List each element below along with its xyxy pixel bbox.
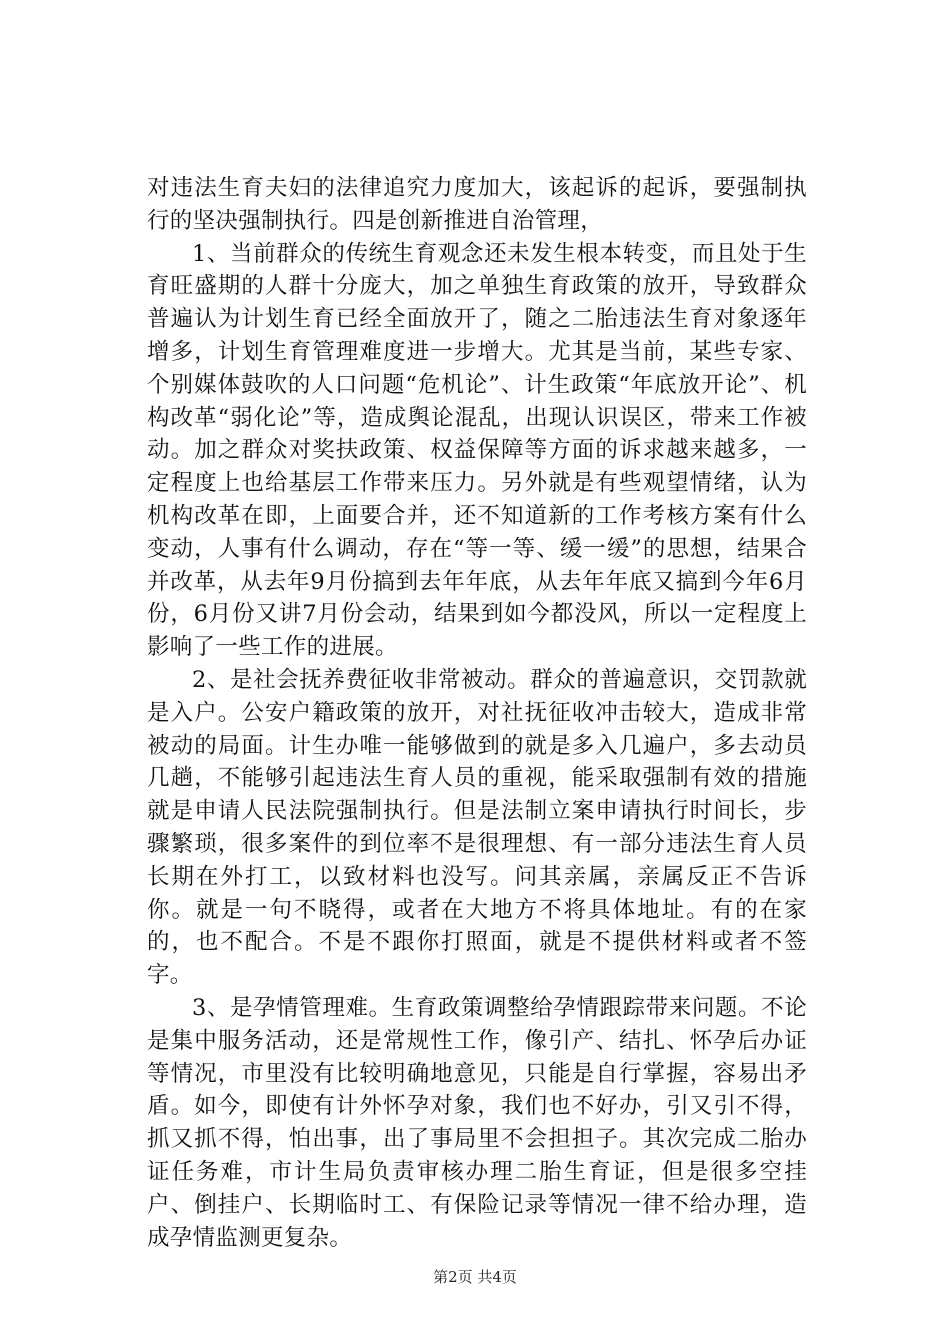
- page-number-footer: 第2页 共4页: [433, 1268, 517, 1286]
- paragraph-item-1: 1、当前群众的传统生育观念还未发生根本转变，而且处于生育旺盛期的人群十分庞大，加之单独生育政策的放开，导致群众普遍认为计划生育已经全面放开了，随之二胎违法生育对象逐年增多，计划生育管理难度进一步增大。尤其是当前，某些专家、个别媒体鼓吹的人口问题“危机论”、计生政策“年底放开论”、机构改革“弱化论”等，造成舆论混乱，出现认识误区，带来工作被动。加之群众对奖扶政策、权益保障等方面的诉求越来越多，一定程度上也给基层工作带来压力。另外就是有些观望情绪，认为机构改革在即，上面要合并，还不知道新的工作考核方案有什么变动，人事有什么调动，存在“等一等、缓一缓”的思想，结果合并改革，从去年9月份搞到去年年底，从去年年底又搞到今年6月份，6月份又讲7月份会动，结果到如今都没风，所以一定程度上影响了一些工作的进展。: [147, 240, 807, 661]
- paragraph-item-3: 3、是孕情管理难。生育政策调整给孕情跟踪带来问题。不论是集中服务活动，还是常规性工作，像引产、结扎、怀孕后办证等情况，市里没有比较明确地意见，只能是自行掌握，容易出矛盾。如今，即使有计外怀孕对象，我们也不好办，引又引不得，抓又抓不得，怕出事，出了事局里不会担担子。其次完成二胎办证任务难，市计生局负责审核办理二胎生育证，但是很多空挂户、倒挂户、长期临时工、有保险记录等情况一律不给办理，造成孕情监测更复杂。: [147, 994, 807, 1251]
- paragraph-item-2: 2、是社会抚养费征收非常被动。群众的普遍意识，交罚款就是入户。公安户籍政策的放开，对社抚征收冲击较大，造成非常被动的局面。计生办唯一能够做到的就是多入几遍户，多去动员几趟，不能够引起违法生育人员的重视，能采取强制有效的措施就是申请人民法院强制执行。但是法制立案申请执行时间长，步骤繁琐，很多案件的到位率不是很理想、有一部分违法生育人员长期在外打工，以致材料也没写。问其亲属，亲属反正不告诉你。就是一句不晓得，或者在大地方不将具体地址。有的在家的，也不配合。不是不跟你打照面，就是不提供材料或者不签字。: [147, 666, 807, 989]
- document-body: [147, 172, 807, 1254]
- paragraph-continuation: 对违法生育夫妇的法律追究力度加大，该起诉的起诉，要强制执行的坚决强制执行。四是创新推进自治管理，: [147, 175, 807, 234]
